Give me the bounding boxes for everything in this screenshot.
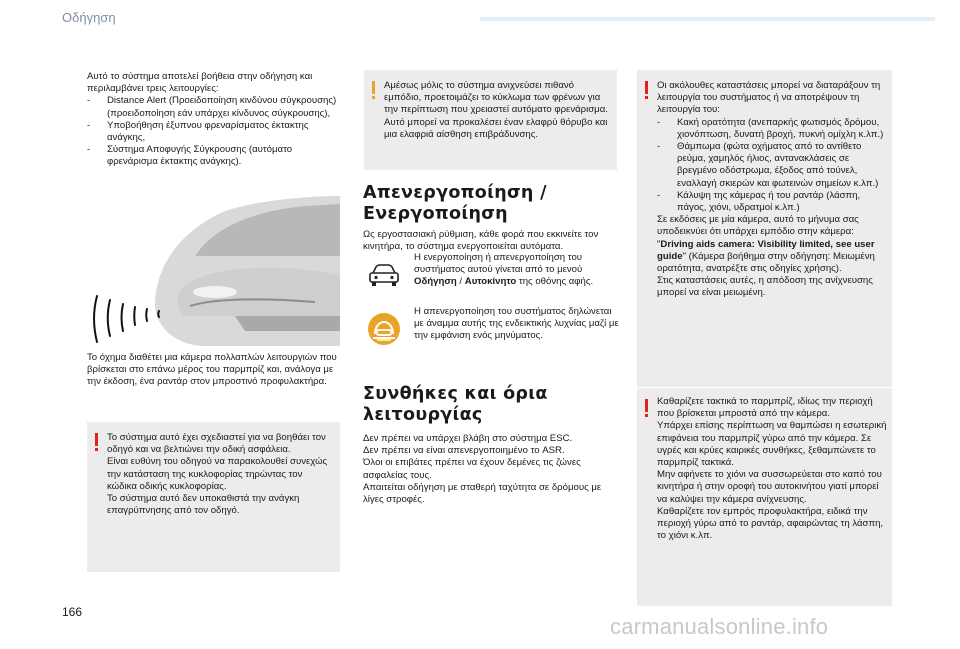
- header-bar: [480, 17, 935, 21]
- camera-message: Σε εκδόσεις με μία κάμερα, αυτό το μήνυμα σας υποδεικνύει ότι υπάρχει εμπόδιο στην κάμερα: "Driving aids camera: Visibility limited, see user guide" (Κάμερα βοήθημα στην οδήγηση: Μειωμένη ορατότητα, ανατρέξτε στις οδηγίες χρήσης).: [657, 214, 875, 275]
- page-number: 166: [62, 605, 83, 619]
- cleaning-box: [637, 388, 892, 606]
- heading-conditions: [363, 384, 618, 426]
- warning-icon: [645, 399, 648, 412]
- cleaning-text: [657, 396, 887, 542]
- warning-lamp-text: Η απενεργοποίηση του συστήματος δηλώνεται με άναμμα αυτής της ενδεικτικής λυχνίας μαζί με την εμφάνιση ενός μηνύματος.: [414, 306, 619, 342]
- warning-line: Το σύστημα αυτό έχει σχεδιαστεί για να βοηθάει τον οδηγό και να βελτιώνει την οδική ασφάλεια.: [107, 432, 326, 456]
- warning-line: Είναι ευθύνη του οδηγού να παρακολουθεί συνεχώς την κατάσταση της κυκλοφορίας τηρώντας τον κώδικα οδικής κυκλοφορίας.: [107, 456, 328, 492]
- condition-line: Απαιτείται οδήγηση με σταθερή ταχύτητα σε δρόμους με λίγες στροφές.: [363, 481, 602, 506]
- info-icon-dot: [372, 96, 375, 99]
- list-item: - Κάλυψη της κάμερας ή του ραντάρ (λάσπη, πάγος, χιόνι, υδρατμοί κ.λπ.): [657, 190, 887, 214]
- watermark: carmanualsonline.info: [610, 614, 829, 639]
- intro-text: Αυτό το σύστημα αποτελεί βοήθεια στην οδήγηση και περιλαμβάνει τρεις λειτουργίες:: [87, 71, 313, 95]
- car-front-icon: [155, 196, 340, 346]
- heading-activation: [363, 183, 618, 225]
- collision-warning-icon: [367, 312, 401, 346]
- activation-text: Ως εργοστασιακή ρύθμιση, κάθε φορά που εκκινείτε τον κινητήρα, το σύστημα ενεργοποιείται αυτόματα.: [363, 229, 599, 253]
- intro-block: [87, 71, 342, 169]
- condition-line: Δεν πρέπει να υπάρχει βλάβη στο σύστημα ESC.: [363, 433, 573, 444]
- warning-icon-dot: [645, 96, 648, 99]
- limitations-list: [657, 117, 887, 215]
- warning-box: [87, 422, 340, 572]
- condition-line: Δεν πρέπει να είναι απενεργοποιημένο το ASR.: [363, 445, 565, 457]
- list-item: - Σύστημα Αποφυγής Σύγκρουσης (αυτόματο φρενάρισμα έκτακτης ανάγκης).: [87, 144, 342, 168]
- limitations-intro: Οι ακόλουθες καταστάσεις μπορεί να διαταράξουν τη λειτουργία του συστήματος ή να αποτρέψουν τη λειτουργία του:: [657, 80, 881, 116]
- car-radar-illustration: [85, 196, 340, 346]
- warning-icon-dot: [645, 414, 648, 417]
- info-icon: [372, 81, 375, 94]
- page-heading: Συνθήκες και όρια λειτουργίας: [363, 384, 548, 425]
- function-list: [87, 95, 342, 168]
- info-text: Αμέσως μόλις το σύστημα ανιχνεύσει πιθανό εμπόδιο, προετοιμάζει το κύκλωμα των φρένων για την περίπτωση που χρειαστεί αυτόματο φρενάρισμα. Αυτό μπορεί να προκαλέσει έναν ελαφρύ θόρυβο και μια ελαφριά αίσθηση επιβράδυνσης.: [384, 80, 608, 140]
- car-dashboard-icon: [367, 263, 401, 289]
- list-item: - Υποβοήθηση έξυπνου φρεναρίσματος έκτακτης ανάγκης,: [87, 120, 342, 144]
- cleaning-line: Μην αφήνετε το χιόνι να συσσωρεύεται στο καπό του κινητήρα ή στην οροφή του αυτοκινήτου γιατί μπορεί να καλύψει την κάμερα ανίχνευσης.: [657, 469, 882, 505]
- conditions-text: [363, 433, 621, 506]
- activation-menu-text: Η ενεργοποίηση ή απενεργοποίηση του συστήματος αυτού γίνεται από το μενού Οδήγηση / Αυτοκίνητο της οθόνης αφής.: [414, 252, 594, 288]
- detection-note: Στις καταστάσεις αυτές, η απόδοση της ανίχνευσης μπορεί να είναι μειωμένη.: [657, 275, 873, 299]
- warning-line: Το σύστημα αυτό δεν υποκαθιστά την ανάγκη επαγρύπνησης από τον οδηγό.: [107, 493, 300, 517]
- warning-text: [107, 432, 333, 517]
- radar-waves-icon: [94, 296, 159, 342]
- cleaning-line: Υπάρχει επίσης περίπτωση να θαμπώσει η εσωτερική επιφάνεια του παρμπρίζ γύρω από την κάμερα. Σε υγρές και κρύες καιρικές συνθήκες, ξεθαμπώνετε το παρμπρίζ τακτικά.: [657, 420, 887, 469]
- limitations-box: [637, 70, 892, 387]
- page-heading: Απενεργοποίηση / Ενεργοποίηση: [363, 183, 547, 224]
- section-title: Οδήγηση: [62, 10, 116, 25]
- warning-icon: [645, 81, 648, 94]
- list-item: - Κακή ορατότητα (ανεπαρκής φωτισμός δρόμου, χιονόπτωση, δυνατή βροχή, πυκνή ομίχλη κ.λπ.): [657, 117, 887, 141]
- cleaning-line: Καθαρίζετε τον εμπρός προφυλακτήρα, ειδικά την περιοχή γύρω από το ραντάρ, αφαιρώντας τη λάσπη, το χιόνι κ.λπ.: [657, 505, 884, 542]
- camera-text: Το όχημα διαθέτει μια κάμερα πολλαπλών λειτουργιών που βρίσκεται στο επάνω μέρος του παρμπρίζ και, ανάλογα με την έκδοση, ένα ραντάρ στον μπροστινό προφυλακτήρα.: [87, 352, 337, 388]
- list-item: - Distance Alert (Προειδοποίηση κινδύνου σύγκρουσης) (προειδοποίηση εάν υπάρχει κίνδυνος σύγκρουσης),: [87, 95, 342, 119]
- limitations-text: [657, 80, 887, 300]
- list-item: - Θάμπωμα (φώτα οχήματος από το αντίθετο ρεύμα, χαμηλός ήλιος, αντανακλάσεις σε βρεγμένο οδόστρωμα, έξοδος από τούνελ, εναλλαγή σκιερών και φωτεινών σημείων κ.λπ.): [657, 141, 887, 190]
- condition-line: Όλοι οι επιβάτες πρέπει να έχουν δεμένες τις ζώνες ασφαλείας τους.: [363, 457, 581, 481]
- warning-icon: [95, 433, 98, 446]
- warning-icon-dot: [95, 448, 98, 451]
- info-box: [364, 70, 617, 170]
- cleaning-line: Καθαρίζετε τακτικά το παρμπρίζ, ιδίως την περιοχή που βρίσκεται μπροστά από την κάμερα.: [657, 396, 873, 420]
